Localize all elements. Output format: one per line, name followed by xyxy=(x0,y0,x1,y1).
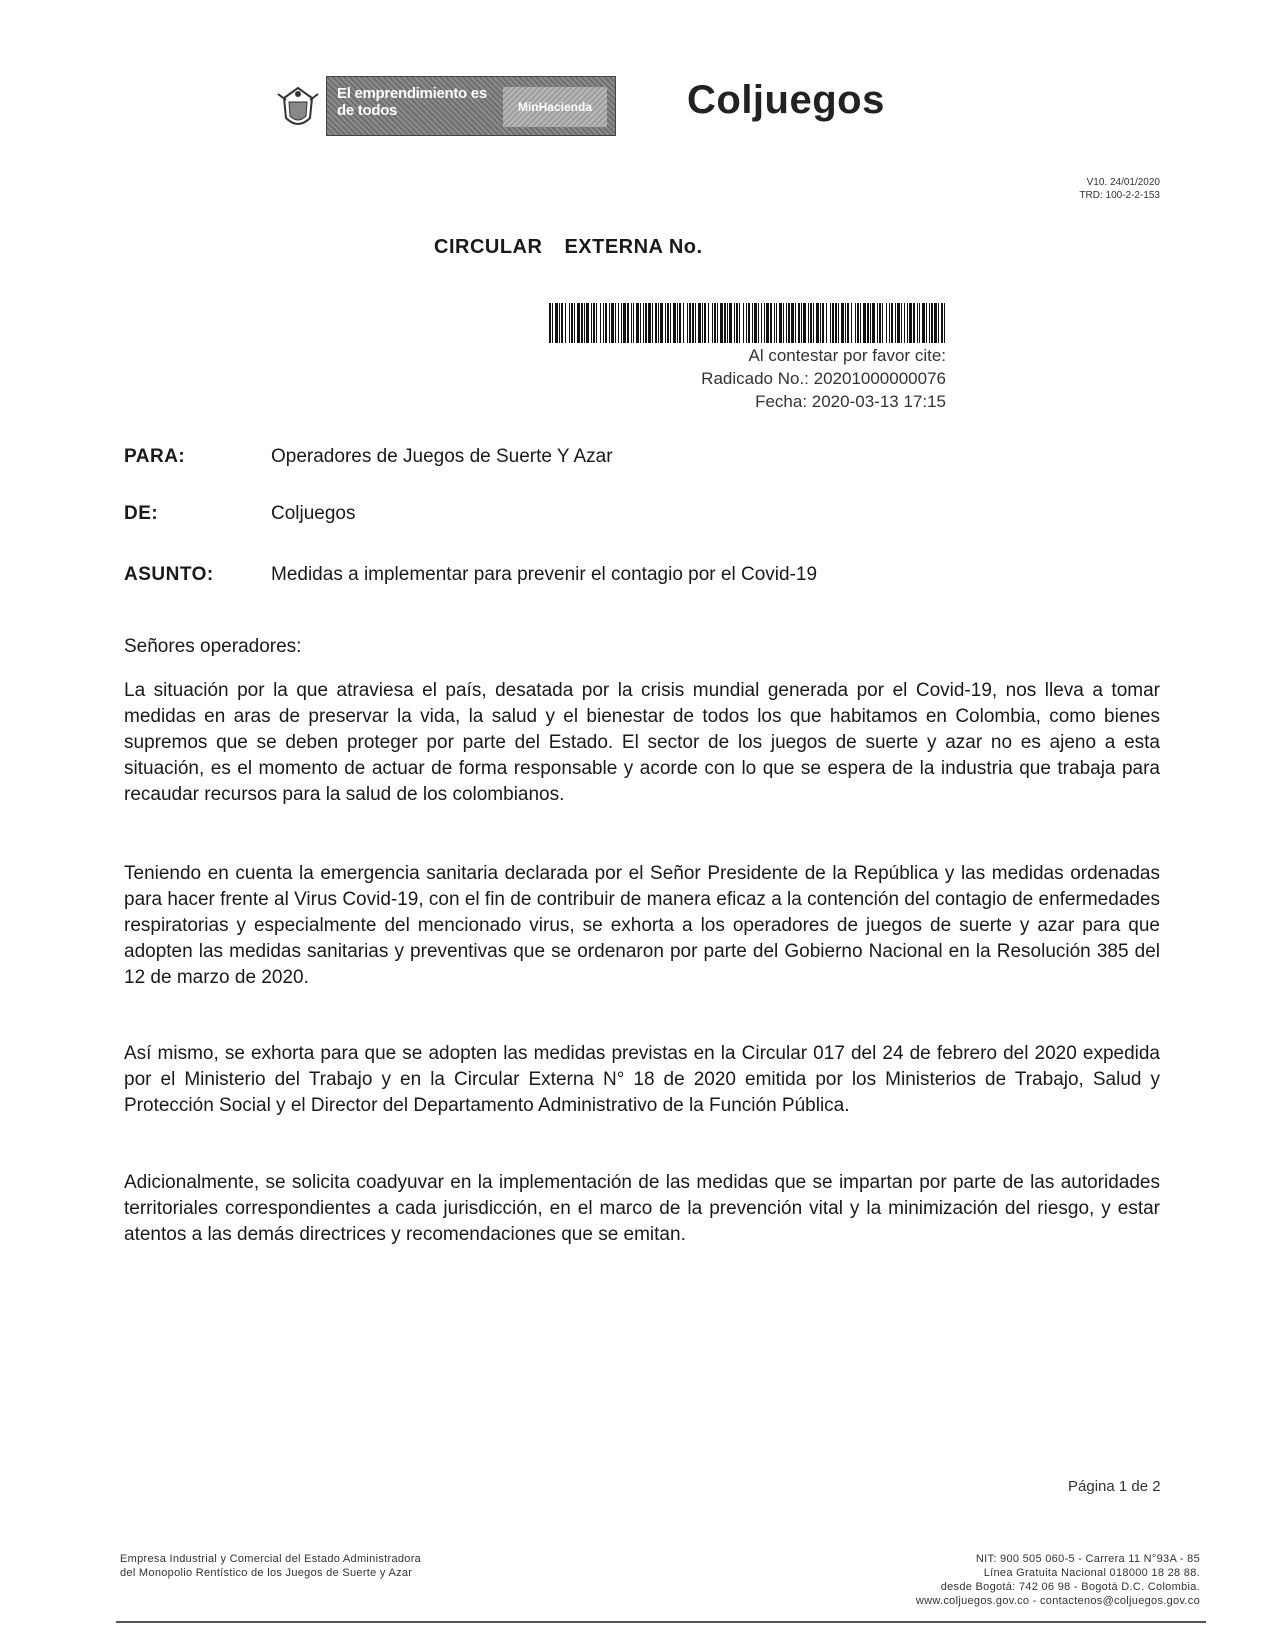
paragraph-2: Teniendo en cuenta la emergencia sanitaria declarada por el Señor Presidente de la República y las medidas ordenadas para hacer frente al Virus Covid-19, con el fin de contribuir de manera eficaz a la contención del contagio de enfermedades respiratorias y especialmente del mencionado virus, se exhorta a los operadores de juegos de suerte y azar para que adopten las medidas sanitarias y preventivas que se ordenaron por parte del Gobierno Nacional en la Resolución 385 del 12 de marzo de 2020. xyxy=(124,863,1160,988)
paragraph-3: Así mismo, se exhorta para que se adopten las medidas previstas en la Circular 017 del 24 de febrero del 2020 expedida por el Ministerio del Trabajo y en la Circular Externa N° 18 de 2020 emitida por los Ministerios de Trabajo, Salud y Protección Social y el Director del Departamento Administrativo de la Función Pública. xyxy=(124,1043,1160,1116)
document-version xyxy=(1079,176,1160,202)
asunto-label: ASUNTO: xyxy=(124,564,214,585)
para-label: PARA: xyxy=(124,446,186,467)
asunto-value: Medidas a implementar para prevenir el contagio por el Covid-19 xyxy=(271,564,818,585)
de-label: DE: xyxy=(124,503,159,524)
footer-company-info xyxy=(120,1552,421,1580)
footer-web-email: www.coljuegos.gov.co - contactenos@coljuegos.gov.co xyxy=(915,1595,1200,1607)
footer-company-line-2: del Monopolio Rentístico de los Juegos de Suerte y Azar xyxy=(120,1567,413,1579)
fecha-date: Fecha: 2020-03-13 17:15 xyxy=(755,392,946,411)
footer-company-line-1: Empresa Industrial y Comercial del Estado Administradora xyxy=(120,1553,422,1565)
title-word-externa: EXTERNA No. xyxy=(564,236,703,258)
page-number: Página 1 de 2 xyxy=(1068,1478,1161,1495)
version-date: V10. 24/01/2020 xyxy=(1086,177,1160,188)
paragraph-4: Adicionalmente, se solicita coadyuvar en la implementación de las medidas que se impartan por parte de las autoridades territoriales correspondientes a cada jurisdicción, en el marco de la prevención vital y la minimización del riesgo, y estar atentos a las demás directrices y recomendaciones que se emitan. xyxy=(124,1172,1160,1245)
footer-contact-info xyxy=(916,1552,1200,1608)
salutation: Señores operadores: xyxy=(124,636,302,657)
trd-code: TRD: 100-2-2-153 xyxy=(1079,190,1160,201)
citation-instruction: Al contestar por favor cite: xyxy=(748,346,946,365)
title-word-circular: CIRCULAR xyxy=(434,236,543,258)
radicado-number: Radicado No.: 20201000000076 xyxy=(701,369,946,388)
barcode-image xyxy=(549,303,945,343)
coljuegos-logo: Coljuegos xyxy=(687,78,885,122)
footer-bogota-phone: desde Bogotá: 742 06 98 - Bogotá D.C. Colombia. xyxy=(940,1581,1200,1593)
footer-divider xyxy=(116,1621,1206,1623)
document-title xyxy=(434,236,703,259)
coat-of-arms-icon xyxy=(276,84,320,130)
banner-slogan: El emprendimiento es de todos xyxy=(337,85,487,119)
banner-ministry: MinHacienda xyxy=(503,87,607,127)
paragraph-1: La situación por la que atraviesa el país, desatada por la crisis mundial generada por el Covid-19, nos lleva a tomar medidas en aras de preservar la vida, la salud y el bienestar de todos los que habitamos en Colombia, como bienes supremos que se deben proteger por parte del Estado. El sector de los juegos de suerte y azar no es ajeno a esta situación, es el momento de actuar de forma responsable y acorde con lo que se espera de la industria que trabaja para recaudar recursos para la salud de los colombianos. xyxy=(124,680,1160,805)
citation-block xyxy=(701,344,946,413)
government-banner xyxy=(326,76,616,136)
footer-toll-free: Línea Gratuita Nacional 018000 18 28 88. xyxy=(983,1567,1200,1579)
footer-nit-address: NIT: 900 505 060-5 - Carrera 11 N°93A - 85 xyxy=(975,1553,1200,1565)
para-value: Operadores de Juegos de Suerte Y Azar xyxy=(271,446,613,467)
de-value: Coljuegos xyxy=(271,503,356,524)
